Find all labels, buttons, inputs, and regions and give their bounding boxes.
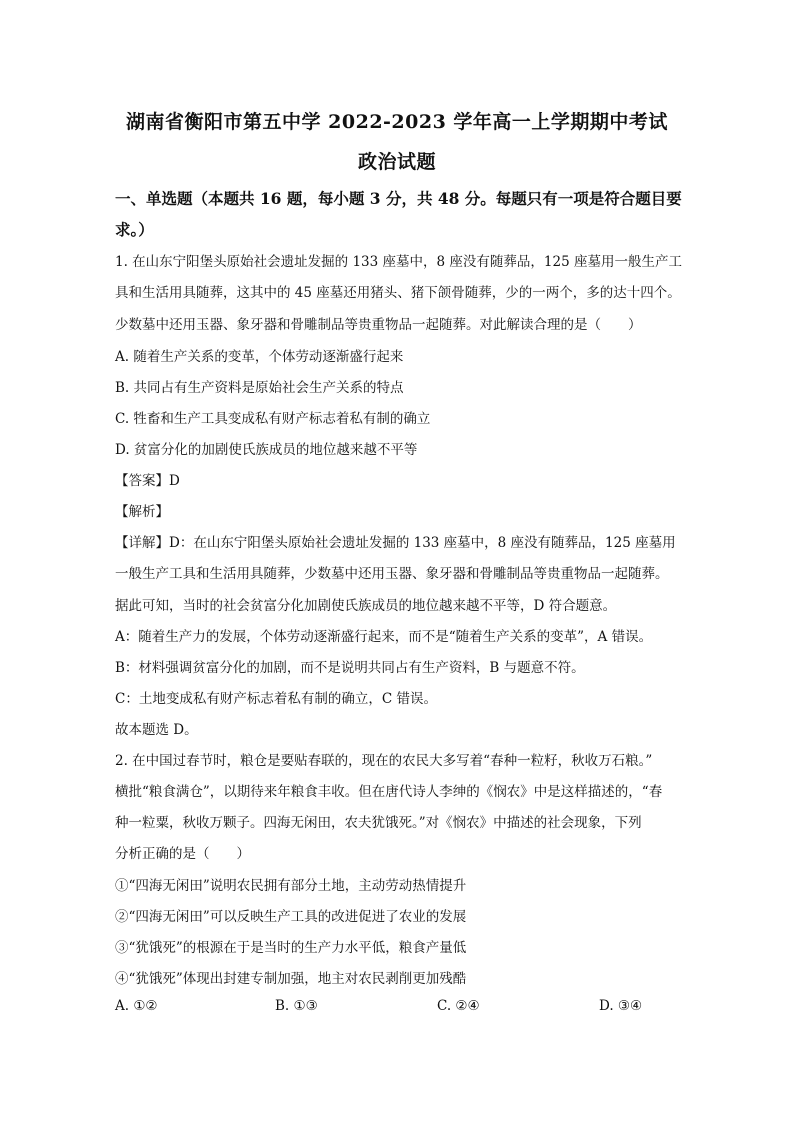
- q1-stem-line: 具和生活用具随葬，这其中的 45 座墓还用猪头、猪下颌骨随葬，少的一两个，多的达十四个。: [115, 285, 681, 301]
- q2-statement-4: ④“犹饿死”体现出封建专制加强，地主对农民剥削更加残酷: [115, 971, 467, 987]
- page-subtitle: 政治试题: [357, 151, 436, 173]
- q1-explanation-line: 据此可知，当时的社会贫富分化加剧使氏族成员的地位越来越不平等，D 符合题意。: [115, 598, 617, 614]
- q1-option-d: D. 贫富分化的加剧使氏族成员的地位越来越不平等: [115, 442, 418, 458]
- q1-explanation-line: B：材料强调贫富分化的加剧，而不是说明共同占有生产资料，B 与题意不符。: [115, 660, 585, 676]
- q2-statement-2: ②“四海无闲田”可以反映生产工具的改进促进了农业的发展: [115, 909, 467, 925]
- section-header: [115, 183, 685, 245]
- q2-choice-c: C. ②④: [437, 998, 480, 1014]
- q2-statement-3: ③“犹饿死”的根源在于是当时的生产力水平低，粮食产量低: [115, 940, 467, 956]
- page-title: 湖南省衡阳市第五中学 2022-2023 学年高一上学期期中考试: [126, 111, 668, 133]
- q1-explanation-line: 一般生产工具和生活用具随葬，少数墓中还用玉器、象牙器和骨雕制品等贵重物品一起随葬。: [115, 566, 669, 582]
- q1-option-b: B. 共同占有生产资料是原始社会生产关系的特点: [115, 380, 404, 396]
- q2-stem-line: 2. 在中国过春节时，粮仓是要贴春联的，现在的农民大多写着“春种一粒籽，秋收万石粮。”: [115, 753, 653, 769]
- q2-choice-d: D. ③④: [599, 998, 643, 1014]
- q2-choice-b: B. ①③: [275, 998, 318, 1014]
- q1-stem-line: 少数墓中还用玉器、象牙器和骨雕制品等贵重物品一起随葬。对此解读合理的是（ ）: [115, 317, 642, 333]
- q2-stem-line: 横批“粮食满仓”，以期待来年粮食丰收。但在唐代诗人李绅的《悯农》中是这样描述的，“春: [115, 784, 663, 800]
- q1-stem-line: 1. 在山东宁阳堡头原始社会遗址发掘的 133 座墓中，8 座没有随葬品，125 座墓用一般生产工: [115, 254, 682, 270]
- q1-option-c: C. 牲畜和生产工具变成私有财产标志着私有制的确立: [115, 411, 431, 427]
- q1-explanation-line: C：土地变成私有财产标志着私有制的确立，C 错误。: [115, 691, 437, 707]
- q1-option-a: A. 随着生产关系的变革，个体劳动逐渐盛行起来: [115, 349, 404, 365]
- q1-explanation-line: 故本题选 D。: [115, 722, 198, 738]
- q1-explanation-line: 【详解】D：在山东宁阳堡头原始社会遗址发掘的 133 座墓中，8 座没有随葬品，125 座墓用: [115, 535, 676, 551]
- q1-answer: 【答案】D: [115, 473, 180, 489]
- q2-stem-line: 分析正确的是（ ）: [115, 846, 250, 862]
- section-header-line: 一、单选题（本题共 16 题，每小题 3 分，共 48 分。每题只有一项是符合题目要: [115, 189, 682, 208]
- section-header-line: 求。）: [115, 220, 154, 239]
- q1-analysis-label: 【解析】: [115, 504, 169, 520]
- q2-stem-line: 种一粒粟，秋收万颗子。四海无闲田，农夫犹饿死。”对《悯农》中描述的社会现象，下列: [115, 815, 642, 831]
- q2-statement-1: ①“四海无闲田”说明农民拥有部分土地，主动劳动热情提升: [115, 878, 467, 894]
- q1-explanation-line: A：随着生产力的发展，个体劳动逐渐盛行起来，而不是“随着生产关系的变革”，A 错误。: [115, 629, 653, 645]
- q2-choice-a: A. ①②: [115, 998, 158, 1014]
